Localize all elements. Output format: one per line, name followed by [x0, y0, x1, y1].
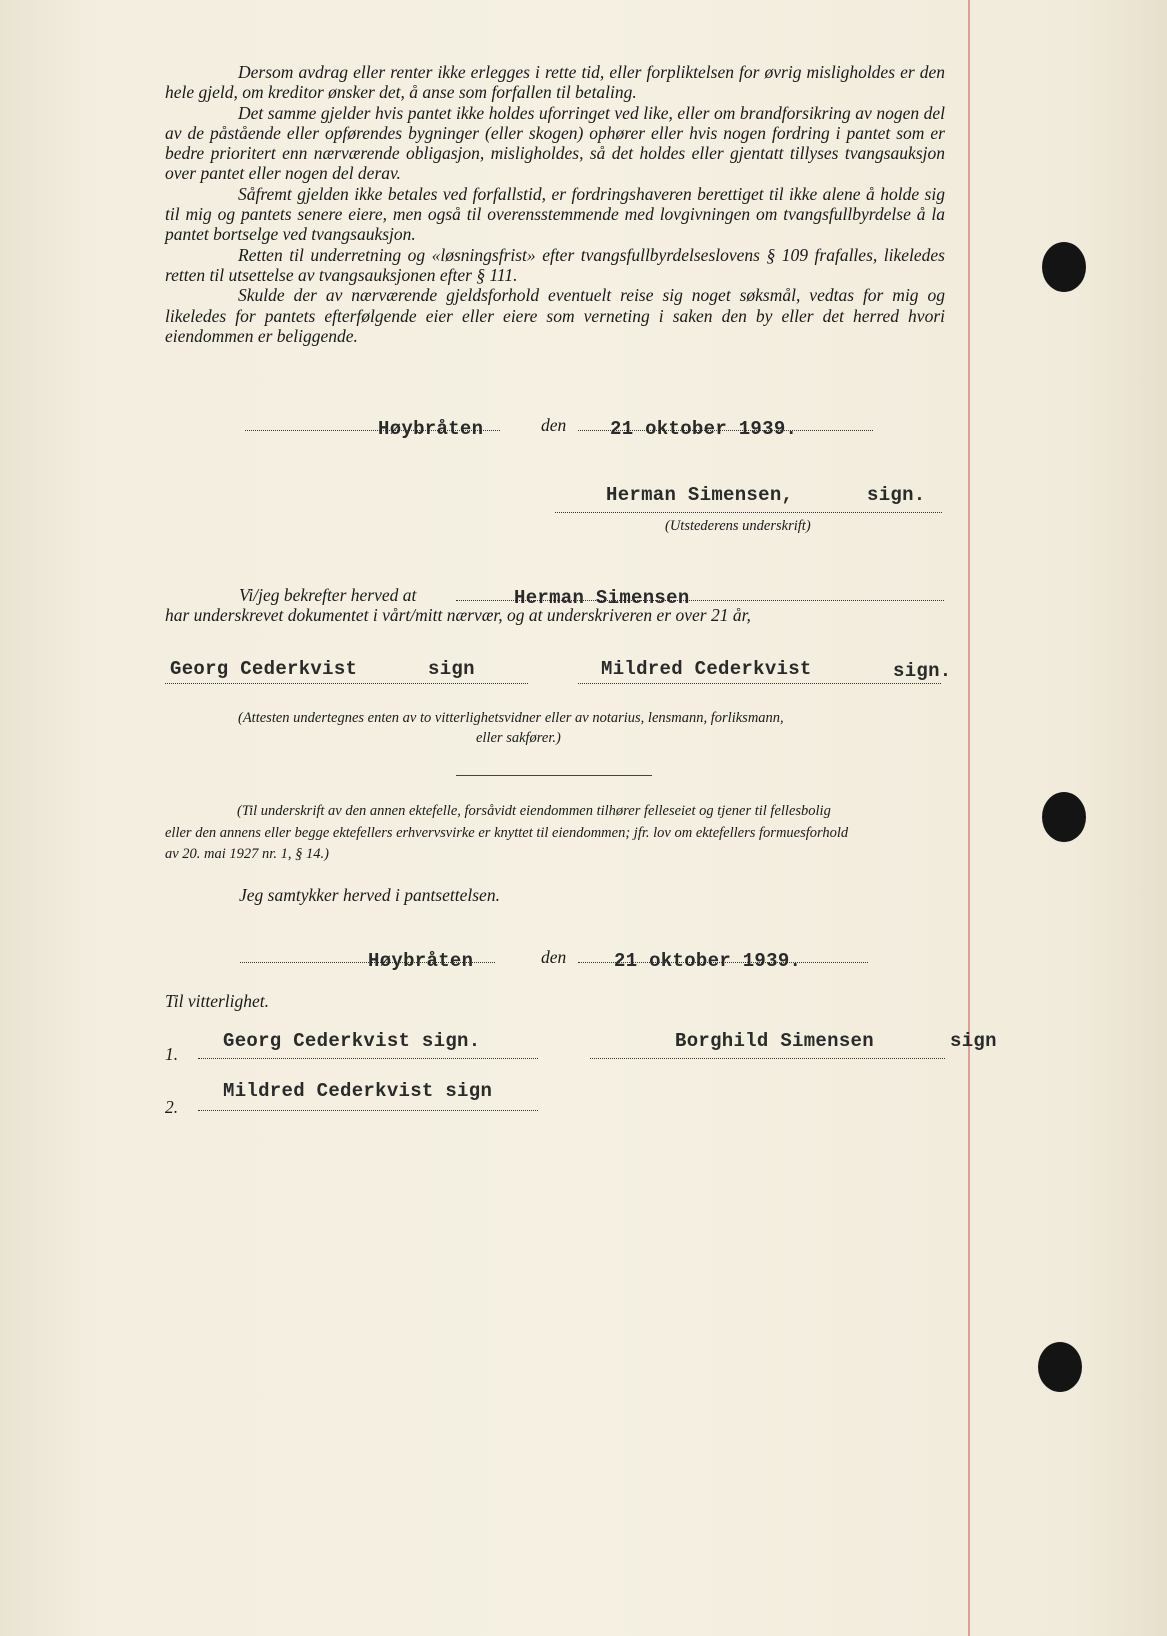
- condition-paragraph: Retten til underretning og «løsningsfrist» efter tvangsfullbyrdelseslovens § 109 frafalles, likeledes retten til utsettelse av tvangsauksjonen efter § 111.: [165, 244, 945, 285]
- condition-paragraph: Dersom avdrag eller renter ikke erlegges i rette tid, eller forpliktelsen for øvrig misligholdes er den hele gjeld, om kreditor ønsker det, å anse som forfallen til betaling.: [165, 62, 945, 103]
- witness-number-2: 2.: [165, 1097, 179, 1117]
- attest-witness2-sign: sign.: [893, 660, 952, 682]
- attest-line2: har underskrevet dokumentet i vårt/mitt nærvær, og at underskriveren er over 21 år,: [165, 605, 751, 625]
- condition-paragraph: Såfremt gjelden ikke betales ved forfallstid, er fordringshaveren berettiget til ikke alene å holde sig til mig og pantets senere eiere, men også til overensstemmende med lovgivningen om tvangsfullbyrdelse å la pantet bortselge ved tvangsauksjon.: [165, 183, 945, 245]
- attest-witness2: Mildred Cederkvist: [601, 658, 812, 680]
- spouse-den: den: [541, 947, 567, 967]
- spouse-note3: av 20. mai 1927 nr. 1, § 14.): [165, 846, 329, 862]
- attest-witness1: Georg Cederkvist: [170, 658, 358, 680]
- witness1-name: Georg Cederkvist sign.: [223, 1030, 481, 1052]
- signer-name: Borghild Simensen: [675, 1030, 874, 1052]
- spouse-note2: eller den annens eller begge ektefellers erhvervsvirke er knyttet til eiendommen; jfr. lov om ektefellers formuesforhold: [165, 825, 849, 841]
- witness2-name: Mildred Cederkvist sign: [223, 1080, 493, 1102]
- issuer-sign: sign.: [867, 484, 926, 506]
- attest-name: Herman Simensen: [514, 587, 690, 609]
- witness1-dotted-line: [165, 683, 528, 684]
- witnessing-label: Til vitterlighet.: [165, 991, 270, 1011]
- attest-note2: eller sakfører.): [476, 730, 561, 746]
- signer-line: [590, 1058, 945, 1059]
- issue-den: den: [541, 415, 567, 435]
- witness2-dotted-line: [578, 683, 941, 684]
- punch-hole: [1042, 792, 1086, 842]
- issue-date: 21 oktober 1939.: [610, 418, 798, 440]
- issue-place: Høybråten: [378, 418, 484, 440]
- witness1-line: [198, 1058, 538, 1059]
- issuer-caption: (Utstederens underskrift): [665, 518, 811, 534]
- attest-note1: (Attesten undertegnes enten av to vitterlighetsvidner eller av notarius, lensmann, forliksmann,: [238, 710, 784, 726]
- spouse-place: Høybråten: [368, 950, 474, 972]
- attest-witness1-sign: sign: [428, 658, 475, 680]
- punch-hole: [1042, 242, 1086, 292]
- witness2-line: [198, 1110, 538, 1111]
- spouse-date: 21 oktober 1939.: [614, 950, 802, 972]
- spouse-note1: (Til underskrift av den annen ektefelle, forsåvidt eiendommen tilhører felleseiet og tjener til fellesbolig: [237, 803, 831, 819]
- witness-number-1: 1.: [165, 1044, 179, 1064]
- signer-sign: sign: [950, 1030, 997, 1052]
- separator-line: [456, 775, 652, 776]
- punch-hole: [1038, 1342, 1082, 1392]
- margin-rule: [968, 0, 970, 1636]
- spouse-consent: Jeg samtykker herved i pantsettelsen.: [239, 885, 500, 905]
- condition-paragraph: Skulde der av nærværende gjeldsforhold eventuelt reise sig noget søksmål, vedtas for mig og likeledes for pantets efterfølgende eier eller eiere som verneting i saken den by eller det herred hvori eiendommen er beliggende.: [165, 285, 945, 346]
- attest-prefix: Vi/jeg bekrefter herved at: [239, 585, 417, 605]
- condition-paragraph: Det samme gjelder hvis pantet ikke holdes uforringet ved like, eller om brandforsikring av nogen del av de påstående eller opførendes bygninger (eller skogen) ophører eller hvis nogen fordring i pantet som er bedre prioritert enn nærværende obligasjon, misligholdes, så det holdes eller gjentatt tillyses tvangsauksjon over pantet eller nogen del derav.: [165, 102, 945, 184]
- signature-dotted-line: [555, 512, 942, 513]
- issuer-signature: Herman Simensen,: [606, 484, 794, 506]
- conditions-text: [165, 62, 945, 346]
